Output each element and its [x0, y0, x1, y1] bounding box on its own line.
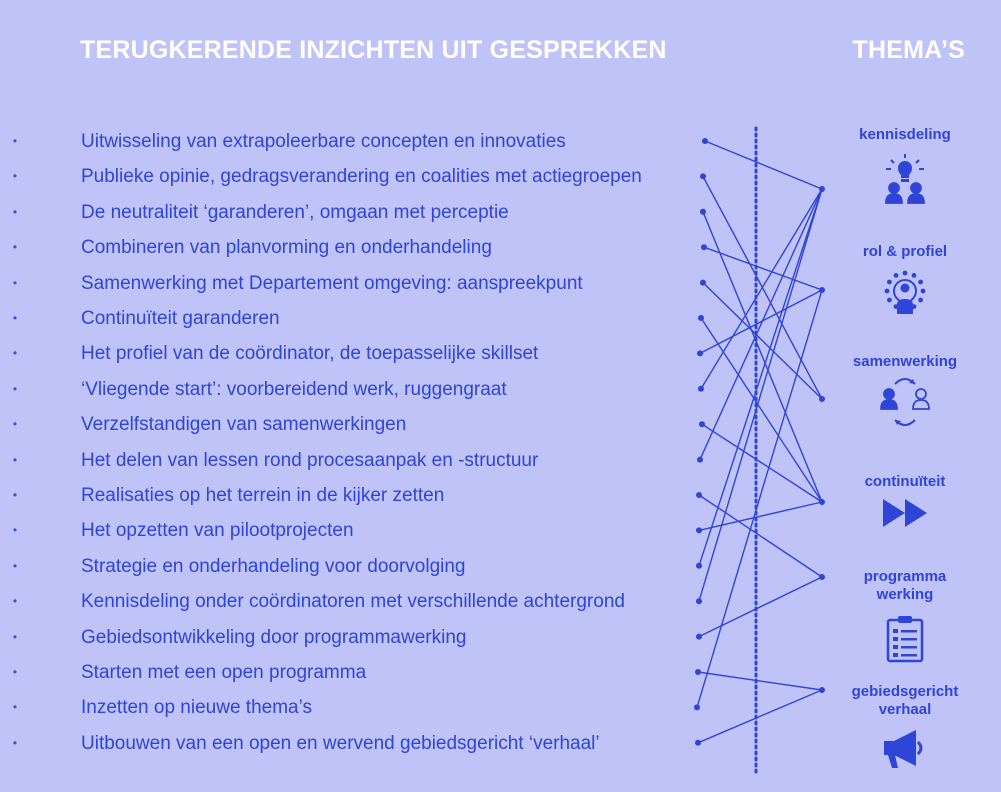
- theme-node: [819, 396, 825, 402]
- fast-forward-icon: [881, 496, 929, 535]
- insight-node: [696, 563, 702, 569]
- bullet-icon: •: [12, 594, 18, 609]
- insight-node: [696, 492, 702, 498]
- insight-node: [698, 386, 704, 392]
- collaboration-icon: [878, 375, 932, 434]
- insight-node: [696, 598, 702, 604]
- bullet-icon: •: [12, 629, 18, 644]
- bullet-icon: •: [12, 665, 18, 679]
- insight-text: Het profiel van de coördinator, de toepasselijke skillset: [81, 343, 539, 365]
- megaphone-icon: [882, 728, 928, 775]
- insight-node: [695, 669, 701, 675]
- insight-text: Realisaties op het terrein in de kijker zetten: [81, 485, 445, 506]
- bullet-icon: •: [12, 488, 18, 502]
- insight-text: De neutraliteit ‘garanderen’, omgaan met perceptie: [81, 201, 509, 223]
- connection-line: [700, 189, 822, 460]
- insight-node: [697, 350, 703, 356]
- page-title: TERUGKERENDE INZICHTEN UIT GESPREKKEN: [80, 36, 667, 64]
- insight-node: [700, 209, 706, 215]
- connection-line: [699, 502, 822, 530]
- bullet-icon: •: [12, 523, 18, 538]
- insight-text: Strategie en onderhandeling voor doorvolging: [81, 555, 466, 577]
- insight-text: Continuïteit garanderen: [81, 308, 280, 329]
- connection-line: [704, 247, 822, 290]
- bullet-icon: •: [12, 275, 18, 290]
- connection-line: [701, 318, 822, 502]
- insight-text: Combineren van planvorming en onderhandeling: [81, 237, 492, 259]
- insight-node: [698, 315, 704, 321]
- insight-node: [694, 704, 700, 710]
- insight-node: [695, 740, 701, 746]
- insight-node: [701, 244, 707, 250]
- insight-node: [702, 138, 708, 144]
- bullet-icon: •: [12, 346, 18, 361]
- insight-node: [696, 527, 702, 533]
- insight-node: [700, 280, 706, 286]
- insight-text: Samenwerking met Departement omgeving: aanspreekpunt: [81, 272, 583, 294]
- theme-label: samenwerking: [852, 353, 958, 370]
- bullet-icon: •: [12, 381, 18, 396]
- theme-node: [819, 186, 825, 192]
- theme-node: [819, 287, 825, 293]
- insight-text: Het delen van lessen rond procesaanpak en -structuur: [81, 449, 539, 471]
- insight-text: Publieke opinie, gedragsverandering en coalities met actiegroepen: [81, 166, 642, 188]
- bullet-icon: •: [12, 134, 18, 148]
- insight-text: Kennisdeling onder coördinatoren met verschillende achtergrond: [81, 591, 625, 613]
- connection-line: [699, 577, 822, 637]
- bullet-icon: •: [12, 417, 18, 432]
- insight-text: Inzetten op nieuwe thema’s: [81, 697, 312, 719]
- theme-label: kennisdeling: [859, 126, 951, 143]
- bullet-icon: •: [12, 452, 18, 467]
- bullet-icon: •: [12, 558, 18, 573]
- theme-node: [819, 687, 825, 693]
- connection-line: [705, 141, 822, 189]
- insight-text: Starten met een open programma: [81, 662, 367, 683]
- insight-node: [696, 634, 702, 640]
- theme-label: continuïteit: [864, 473, 946, 490]
- connection-line: [700, 290, 822, 353]
- insight-node: [697, 457, 703, 463]
- insight-text: Uitbouwen van een open en wervend gebiedsgericht ‘verhaal’: [81, 732, 600, 754]
- theme-label: programma werking: [863, 568, 947, 603]
- connection-line: [698, 672, 822, 690]
- insight-text: Gebiedsontwikkeling door programmawerking: [81, 626, 467, 648]
- bullet-icon: •: [12, 169, 18, 184]
- insight-text: Uitwisseling van extrapoleerbare concepten en innovaties: [81, 131, 566, 152]
- bullet-icon: •: [12, 700, 18, 715]
- connection-line: [699, 189, 822, 601]
- connection-line: [697, 290, 822, 707]
- insight-text: Het opzetten van pilootprojecten: [81, 520, 354, 542]
- knowledge-sharing-icon: [883, 152, 927, 215]
- connection-line: [698, 690, 822, 743]
- insight-node: [700, 173, 706, 179]
- theme-node: [819, 499, 825, 505]
- theme-label: gebiedsgericht verhaal: [851, 683, 959, 718]
- insight-text: Verzelfstandigen van samenwerkingen: [81, 414, 407, 436]
- insight-node: [699, 421, 705, 427]
- bullet-icon: •: [12, 735, 18, 750]
- insight-text: ‘Vliegende start’: voorbereidend werk, ruggengraat: [81, 378, 507, 400]
- connection-line: [701, 189, 822, 389]
- role-profile-icon: [882, 268, 928, 321]
- checklist-icon: [886, 615, 924, 668]
- bullet-icon: •: [12, 311, 18, 325]
- bullet-icon: •: [12, 204, 18, 219]
- theme-node: [819, 574, 825, 580]
- bullet-icon: •: [12, 240, 18, 255]
- theme-label: rol & profiel: [862, 243, 948, 260]
- themes-title: THEMA’S: [852, 36, 965, 64]
